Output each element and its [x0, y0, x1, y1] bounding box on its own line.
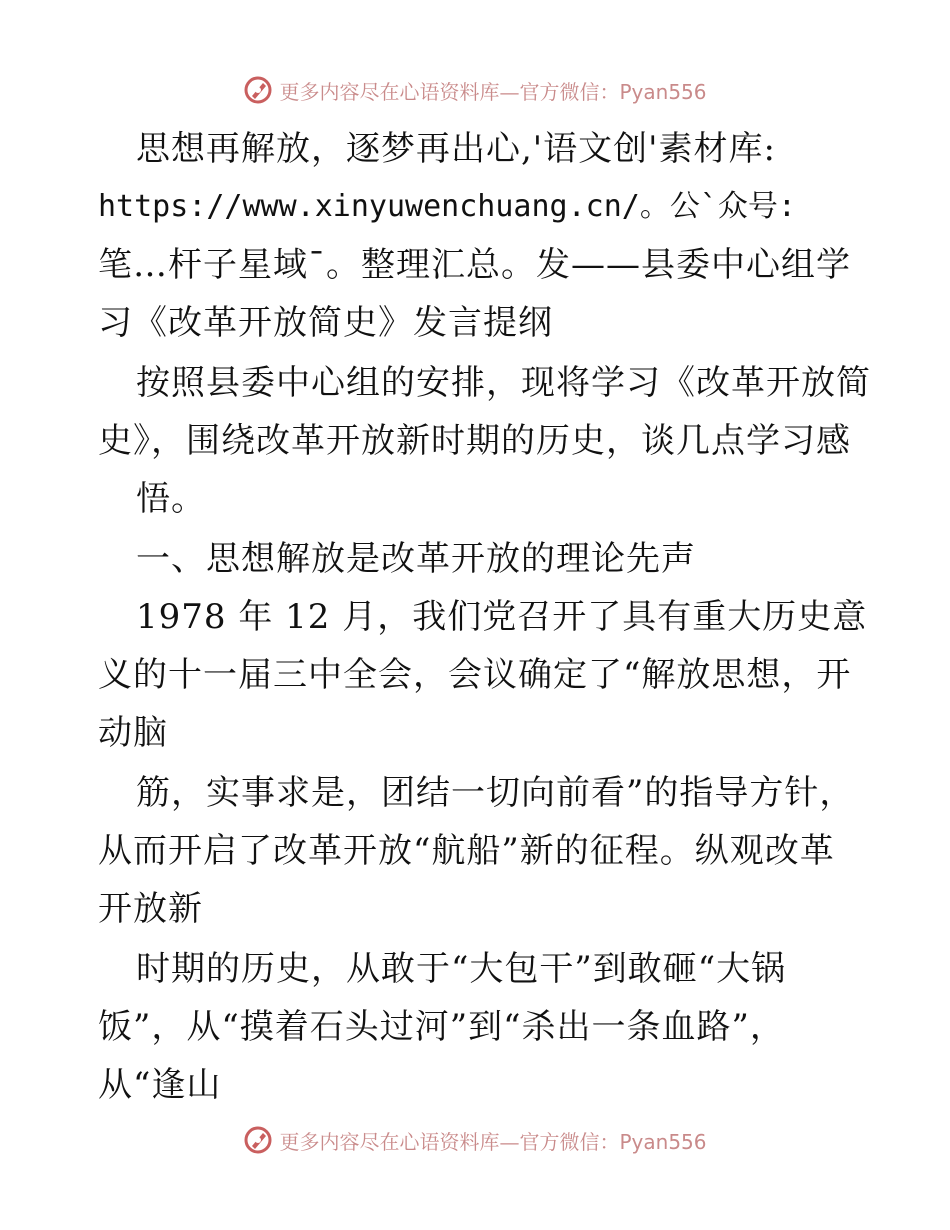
text-line: 悟。	[136, 479, 206, 519]
header-banner-text	[279, 76, 706, 105]
header-banner-official: 官方微信：	[519, 79, 620, 104]
text-line: 从而开启了改革开放“航船”新的征程。纵观改革	[98, 831, 835, 871]
text-line: 习《改革开放简史》发言提纲	[98, 303, 553, 343]
text-line: 史》，围绕改革开放新时期的历史，谈几点学习感	[98, 421, 851, 461]
text-line: 从“逢山	[98, 1065, 222, 1105]
footer-banner-main: 更多内容尽在心语资料库	[279, 1129, 500, 1154]
section-heading: 一、思想解放是改革开放的理论先声	[136, 539, 696, 579]
footer-banner-text	[279, 1126, 706, 1155]
header-banner-content	[243, 75, 706, 105]
text-line: 笔…杆子星域¯。整理汇总。发——县委中心组学	[98, 245, 851, 285]
header-banner-dash: —	[499, 79, 520, 104]
text-line: 按照县委中心组的安排，现将学习《改革开放简	[136, 363, 871, 403]
footer-banner-content	[243, 1125, 706, 1155]
text-line: 饭”，从“摸着石头过河”到“杀出一条血路”，	[98, 1007, 785, 1047]
text-line: 开放新	[98, 889, 203, 929]
text-line: 筋，实事求是，团结一切向前看”的指导方针，	[136, 773, 855, 813]
footer-banner-dash: —	[499, 1129, 520, 1154]
text-line: 义的十一届三中全会，会议确定了“解放思想，开	[98, 655, 852, 695]
text-line: 1978 年 12 月，我们党召开了具有重大历史意	[136, 597, 868, 637]
footer-watermark-banner	[0, 1120, 950, 1160]
text-line: 时期的历史，从敢于“大包干”到敢砸“大锅	[136, 949, 787, 989]
text-line: 思想再解放，逐梦再出心,'语文创'素材库:	[136, 129, 776, 169]
footer-banner-wechat-id: Pyan556	[619, 1129, 707, 1154]
footer-banner-official: 官方微信：	[519, 1129, 620, 1154]
text-line: 动脑	[98, 713, 168, 753]
text-line[interactable]: https://www.xinyuwenchuang.cn/。公`众号:	[98, 189, 796, 224]
pen-seal-icon	[243, 1125, 273, 1155]
header-banner-main: 更多内容尽在心语资料库	[279, 79, 500, 104]
header-banner-wechat-id: Pyan556	[619, 79, 707, 104]
header-watermark-banner	[0, 70, 950, 110]
pen-seal-icon	[243, 75, 273, 105]
